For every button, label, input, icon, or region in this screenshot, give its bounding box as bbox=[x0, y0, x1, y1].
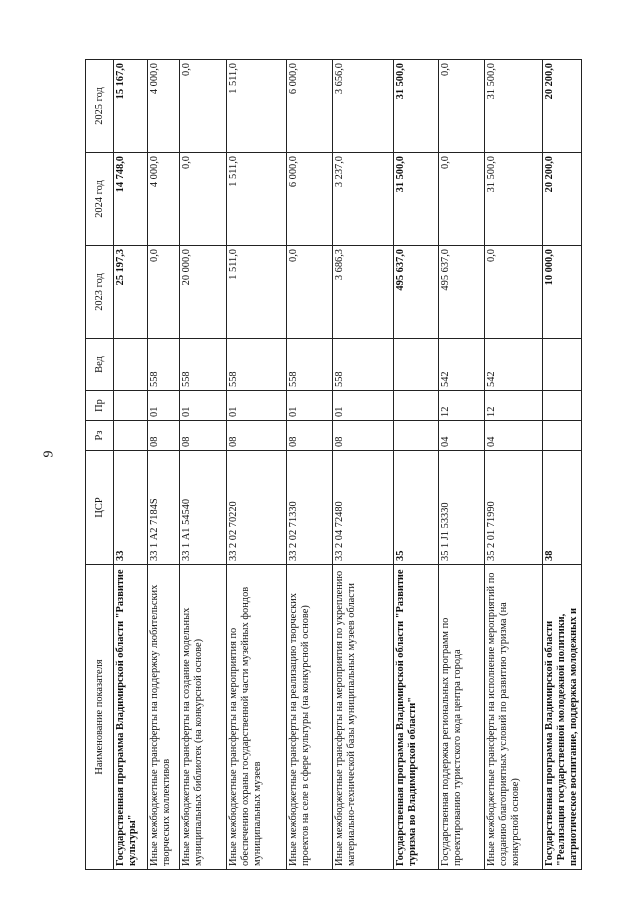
row-2024: 0,0 bbox=[180, 153, 227, 246]
table-row bbox=[333, 60, 394, 870]
row-csr: 33 2 02 70220 bbox=[227, 451, 287, 565]
row-rz: 08 bbox=[333, 421, 394, 451]
row-name: Государственная поддержка региональных программ по проектированию туристского кода центра города bbox=[439, 565, 485, 870]
row-2024: 1 511,0 bbox=[227, 153, 287, 246]
row-name: Иные межбюджетные трансферты на мероприятия по укреплению материально-технической базы муниципальных музеев области bbox=[333, 565, 394, 870]
row-rz: 08 bbox=[148, 421, 180, 451]
row-2024: 6 000,0 bbox=[287, 153, 333, 246]
table-row bbox=[394, 60, 439, 870]
row-2025: 4 000,0 bbox=[148, 60, 180, 153]
row-2025: 15 167,0 bbox=[114, 60, 148, 153]
row-pr: 01 bbox=[148, 391, 180, 421]
row-ved: 558 bbox=[333, 339, 394, 391]
row-2025: 0,0 bbox=[439, 60, 485, 153]
row-2023: 10 000,0 bbox=[543, 246, 582, 339]
header-pr: Пр bbox=[86, 391, 114, 421]
row-2023: 0,0 bbox=[148, 246, 180, 339]
row-rz bbox=[543, 421, 582, 451]
row-name: Иные межбюджетные трансферты на реализацию творческих проектов на селе в сфере культуры (на конкурсной основе) bbox=[287, 565, 333, 870]
row-ved: 558 bbox=[148, 339, 180, 391]
row-2023: 495 637,0 bbox=[439, 246, 485, 339]
header-csr: ЦСР bbox=[86, 451, 114, 565]
row-pr bbox=[114, 391, 148, 421]
row-name: Государственная программа Владимирской области "Реализация государственной молодежной политики, патриотическое воспитание, поддержка молодежных и bbox=[543, 565, 582, 870]
row-2024: 31 500,0 bbox=[394, 153, 439, 246]
table-header-row bbox=[86, 60, 114, 870]
row-ved: 558 bbox=[227, 339, 287, 391]
row-2023: 20 000,0 bbox=[180, 246, 227, 339]
row-2025: 31 500,0 bbox=[485, 60, 543, 153]
header-2025: 2025 год bbox=[86, 60, 114, 153]
row-pr: 01 bbox=[287, 391, 333, 421]
row-name: Государственная программа Владимирской области "Развитие культуры" bbox=[114, 565, 148, 870]
table-row bbox=[287, 60, 333, 870]
table-row bbox=[114, 60, 148, 870]
row-2023: 3 686,3 bbox=[333, 246, 394, 339]
row-2024: 20 200,0 bbox=[543, 153, 582, 246]
row-name: Иные межбюджетные трансферты на мероприятия по обеспечению охраны государственной части музейных фондов муниципальных музеев bbox=[227, 565, 287, 870]
row-2025: 0,0 bbox=[180, 60, 227, 153]
row-csr: 33 2 04 72480 bbox=[333, 451, 394, 565]
row-ved bbox=[394, 339, 439, 391]
table-row bbox=[485, 60, 543, 870]
row-2023: 0,0 bbox=[485, 246, 543, 339]
row-2024: 31 500,0 bbox=[485, 153, 543, 246]
budget-table bbox=[85, 59, 582, 870]
row-csr: 35 1 J1 53330 bbox=[439, 451, 485, 565]
row-pr bbox=[543, 391, 582, 421]
row-pr: 12 bbox=[439, 391, 485, 421]
row-ved bbox=[114, 339, 148, 391]
row-2024: 4 000,0 bbox=[148, 153, 180, 246]
row-pr: 12 bbox=[485, 391, 543, 421]
row-2024: 3 237,0 bbox=[333, 153, 394, 246]
header-2023: 2023 год bbox=[86, 246, 114, 339]
row-2023: 25 197,3 bbox=[114, 246, 148, 339]
row-ved: 558 bbox=[180, 339, 227, 391]
row-name: Иные межбюджетные трансферты на создание модельных муниципальных библиотек (на конкурсной основе) bbox=[180, 565, 227, 870]
row-2024: 0,0 bbox=[439, 153, 485, 246]
row-rz: 08 bbox=[287, 421, 333, 451]
row-name: Иные межбюджетные трансферты на поддержку любительских творческих коллективов bbox=[148, 565, 180, 870]
row-csr: 33 bbox=[114, 451, 148, 565]
row-ved: 542 bbox=[485, 339, 543, 391]
table-row bbox=[543, 60, 582, 870]
row-2025: 3 656,0 bbox=[333, 60, 394, 153]
row-rz: 08 bbox=[227, 421, 287, 451]
page-number: 9 bbox=[41, 450, 57, 458]
row-csr: 35 2 01 71990 bbox=[485, 451, 543, 565]
row-2025: 1 511,0 bbox=[227, 60, 287, 153]
row-2025: 31 500,0 bbox=[394, 60, 439, 153]
row-2023: 0,0 bbox=[287, 246, 333, 339]
row-csr: 33 1 А2 7184S bbox=[148, 451, 180, 565]
row-rz: 08 bbox=[180, 421, 227, 451]
row-pr: 01 bbox=[333, 391, 394, 421]
row-2025: 20 200,0 bbox=[543, 60, 582, 153]
row-2025: 6 000,0 bbox=[287, 60, 333, 153]
row-pr: 01 bbox=[227, 391, 287, 421]
row-pr bbox=[394, 391, 439, 421]
table-row bbox=[148, 60, 180, 870]
row-2024: 14 748,0 bbox=[114, 153, 148, 246]
row-pr: 01 bbox=[180, 391, 227, 421]
table-row bbox=[180, 60, 227, 870]
header-rz: Рз bbox=[86, 421, 114, 451]
row-rz bbox=[114, 421, 148, 451]
row-2023: 495 637,0 bbox=[394, 246, 439, 339]
rotated-table-container bbox=[85, 60, 579, 870]
table-row bbox=[227, 60, 287, 870]
row-csr: 35 bbox=[394, 451, 439, 565]
row-name: Государственная программа Владимирской области "Развитие туризма во Владимирской области" bbox=[394, 565, 439, 870]
header-ved: Вед bbox=[86, 339, 114, 391]
row-csr: 33 2 02 71330 bbox=[287, 451, 333, 565]
row-2023: 1 511,0 bbox=[227, 246, 287, 339]
header-name: Наименование показателя bbox=[86, 565, 114, 870]
header-2024: 2024 год bbox=[86, 153, 114, 246]
table-row bbox=[439, 60, 485, 870]
row-ved: 558 bbox=[287, 339, 333, 391]
row-ved bbox=[543, 339, 582, 391]
row-ved: 542 bbox=[439, 339, 485, 391]
row-rz: 04 bbox=[439, 421, 485, 451]
row-csr: 33 1 А1 54540 bbox=[180, 451, 227, 565]
row-name: Иные межбюджетные трансферты на исполнение мероприятий по созданию благоприятных условий по развитию туризма (на конкурсной основе) bbox=[485, 565, 543, 870]
row-csr: 38 bbox=[543, 451, 582, 565]
row-rz: 04 bbox=[485, 421, 543, 451]
row-rz bbox=[394, 421, 439, 451]
